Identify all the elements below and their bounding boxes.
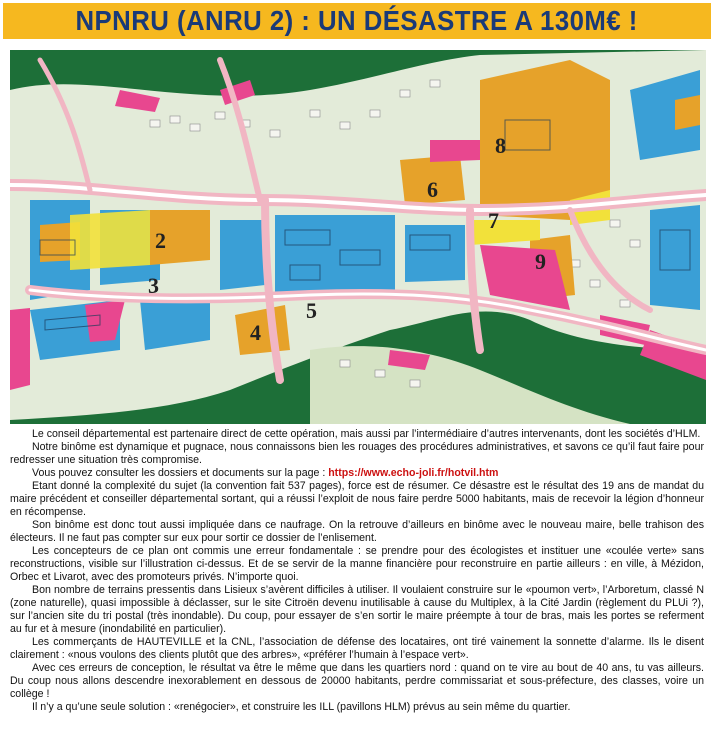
paragraph: Avec ces erreurs de conception, le résultat va être le même que dans les quartiers nord : quand on te vire au bout de 40 ans, tu vas ailleurs. Du coup nous allons descendre inexorablement en dessous de 20000 habitants, perdre commissariat et sous-préfecture, des classes, voire un collège !	[10, 662, 704, 700]
zone-label-4: 4	[250, 320, 261, 345]
headline-title: NPNRU (ANRU 2) : UN DÉSASTRE A 130M€ !	[75, 5, 639, 36]
zone-label-9: 9	[535, 249, 546, 274]
article-body	[10, 428, 704, 714]
urban-plan-map	[10, 50, 706, 424]
headline-banner	[3, 3, 711, 39]
zone-label-2: 2	[155, 228, 166, 253]
paragraph: Le conseil départemental est partenaire direct de cette opération, mais aussi par l’intermédiaire d’autres intervenants, dont les sociétés d’HLM.	[32, 428, 701, 440]
link-intro: Vous pouvez consulter les dossiers et documents sur la page :	[32, 467, 329, 479]
paragraph: Les concepteurs de ce plan ont commis une erreur fondamentale : se prendre pour des écologistes et instituer une «coulée verte» sans reconstructions, visible sur l’illustration ci-dessus. Et de se servir de la manne financière pour reconstruire en partie ailleurs : en ville, à Mézidon, Orbec et Livarot, avec des promoteurs privés. N’importe quoi.	[10, 545, 704, 583]
paragraph-link	[10, 467, 704, 480]
paragraph: Etant donné la complexité du sujet (la convention fait 537 pages), force est de résumer. Ce désastre est le résultat des 19 ans de mandat du maire précédent et conseiller départemental sortant, qui a réussi l’exploit de nous faire perdre 5000 habitants, mais de recevoir la légion d’honneur en récompense.	[10, 480, 704, 518]
zone-label-3: 3	[148, 273, 159, 298]
paragraph: Les commerçants de HAUTEVILLE et la CNL, l’association de défense des locataires, ont tiré vainement la sonnette d’alarme. Ils le disent clairement : «nous voulons des clients plutôt que des arbres», «préférer l’humain à l’espace vert».	[10, 636, 704, 661]
paragraph: Il n’y a qu’une seule solution : «renégocier», et construire les ILL (pavillons HLM) prévus au sein même du quartier.	[32, 701, 571, 713]
website-link[interactable]: https://www.echo-joli.fr/hotvil.htm	[328, 467, 499, 479]
zone-label-6: 6	[427, 177, 438, 202]
zone-label-8: 8	[495, 133, 506, 158]
zone-label-7: 7	[488, 208, 499, 233]
paragraph: Bon nombre de terrains pressentis dans Lisieux s’avèrent difficiles à utiliser. Il voulaient construire sur le «poumon vert», l’Arboretum, classé N (zone naturelle), quasi impossible à déclasser, sur le site Citroën devenu inutilisable à cause du Multiplex, à la Cité Jardin (règlement du PLUi ?), sur l’ancien site du tri postal (très inondable). Du coup, pour essayer de s’en sortir le maire préempte à tour de bras, mais les portes se referment au fur et à mesure (inondabilité en particulier).	[10, 584, 704, 635]
map-illustration	[10, 50, 706, 424]
paragraph: Son binôme est donc tout aussi impliquée dans ce naufrage. On la retrouve d’ailleurs en binôme avec le nouveau maire, belle trahison des électeurs. Il ne faut pas compter sur eux pour sortir ce dossier de l’enlisement.	[10, 519, 704, 544]
zone-label-5: 5	[306, 298, 317, 323]
paragraph: Notre binôme est dynamique et pugnace, nous connaissons bien les rouages des procédures administratives, et savons ce qu’il faut faire pour redresser une situation très compromise.	[10, 441, 704, 466]
